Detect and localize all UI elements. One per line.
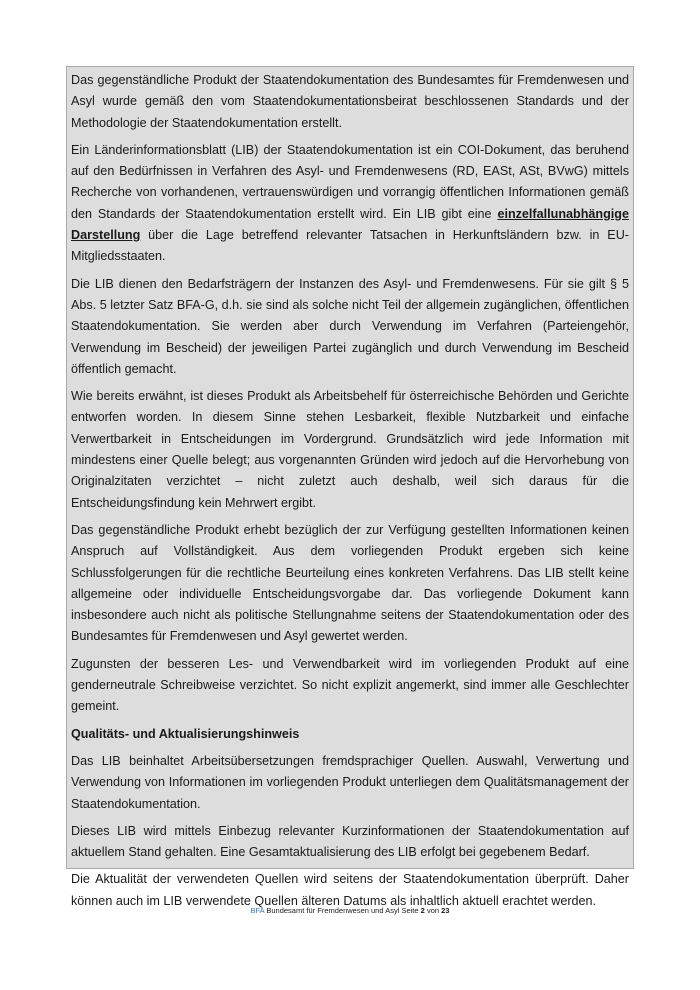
paragraph-aktualisierung: Dieses LIB wird mittels Einbezug relevanter Kurzinformationen der Staatendokumentation auf aktuellem Stand gehalten. Eine Gesamtaktualisierung des LIB erfolgt bei gegebenem Bedarf. bbox=[71, 823, 629, 860]
footer-page-sep: von bbox=[426, 906, 440, 915]
footer-org: Bundesamt für Fremdenwesen und Asyl bbox=[266, 906, 400, 915]
page-footer bbox=[0, 906, 700, 915]
footer-page-current: 2 bbox=[420, 906, 425, 915]
paragraph-lib-definition-tail: über die Lage betreffend relevanter Tatsachen in Herkunftsländern bzw. in EU-Mitgliedsstaaten. bbox=[71, 228, 629, 264]
disclaimer-box bbox=[66, 66, 634, 908]
emphasis-einzelfallunabhaengig: einzelfallunabhängige Darstellung bbox=[71, 206, 629, 243]
section-heading: Qualitäts- und Aktualisierungshinweis bbox=[71, 726, 300, 741]
footer-page-total: 23 bbox=[441, 906, 450, 915]
paragraph-lib-definition bbox=[71, 140, 629, 268]
paragraph-schreibweise: Zugunsten der besseren Les- und Verwendbarkeit wird im vorliegenden Produkt auf eine genderneutrale Schreibweise verzichtet. So nicht explizit angemerkt, sind immer alle Geschlechter gemeint. bbox=[71, 656, 629, 714]
footer-brand: BFA bbox=[250, 906, 265, 915]
paragraph-lib-definition-text: Ein Länderinformationsblatt (LIB) der Staatendokumentation ist ein COI-Dokument, das beruhend auf den Bedürfnissen in Verfahren des Asyl- und Fremdenwesens (RD, EASt, ASt, BVwG) mittels Recherche von vorhandenen, vertrauenswürdigen und vorrangig öffentlichen Informationen gemäß den Standards der Staatendokumentation erstellt wird. Ein LIB gibt eine bbox=[71, 142, 629, 221]
paragraph-vollstaendigkeit: Das gegenständliche Produkt erhebt bezüglich der zur Verfügung gestellten Informationen keinen Anspruch auf Vollständigkeit. Aus dem vorliegenden Produkt ergeben sich keine Schlussfolgerungen für die rechtliche Beurteilung eines konkreten Verfahrens. Das LIB stellt keine allgemeine oder individuelle Entscheidungsvorgabe dar. Das vorliegende Dokument kann insbesondere auch nicht als politische Stellungnahme seitens der Staatendokumentation oder des Bundesamtes für Fremdenwesen und Asyl gewertet werden. bbox=[71, 522, 629, 644]
paragraph-arbeitsbehelf: Wie bereits erwähnt, ist dieses Produkt als Arbeitsbehelf für österreichische Behörden und Gerichte entworfen worden. In diesem Sinne stehen Lesbarkeit, flexible Nutzbarkeit und einfache Verwertbarkeit in Entscheidungen im Vordergrund. Grundsätzlich wird jede Information mit mindestens einer Quelle belegt; aus vorgenannten Gründen wird jedoch auf die Hervorhebung von Originalzitaten verzichtet – nicht zuletzt auch deshalb, weil sich daraus für die Entscheidungsfindung kein Mehrwert ergibt. bbox=[71, 389, 629, 510]
paragraph-methodology: Das gegenständliche Produkt der Staatendokumentation des Bundesamtes für Fremdenwesen und Asyl wurde gemäß den vom Staatendokumentationsbeirat beschlossenen Standards und der Methodologie der Staatendokumentation erstellt. bbox=[71, 73, 629, 130]
paragraph-aktualitaet: Die Aktualität der verwendeten Quellen wird seitens der Staatendokumentation überprüft. Daher können auch im LIB verwendete Quellen älteren Datums als inhaltlich aktuell erachtet werden. bbox=[71, 872, 629, 908]
paragraph-bedarfstraeger: Die LIB dienen den Bedarfsträgern der Instanzen des Asyl- und Fremdenwesens. Für sie gilt § 5 Abs. 5 letzter Satz BFA-G, d.h. sie sind als solche nicht Teil der allgemein zugänglichen, öffentlichen Staatendokumentation. Sie werden aber durch Verwendung im Verfahren (Parteiengehör, Verwendung im Bescheid) der jeweiligen Partei zugänglich und durch Verwendung im Bescheid öffentlich gemacht. bbox=[71, 276, 629, 376]
footer-page-label: Seite bbox=[401, 906, 419, 915]
paragraph-uebersetzungen: Das LIB beinhaltet Arbeitsübersetzungen fremdsprachiger Quellen. Auswahl, Verwertung und Verwendung von Informationen im vorliegenden Produkt unterliegen dem Qualitätsmanagement der Staatendokumentation. bbox=[71, 753, 629, 811]
